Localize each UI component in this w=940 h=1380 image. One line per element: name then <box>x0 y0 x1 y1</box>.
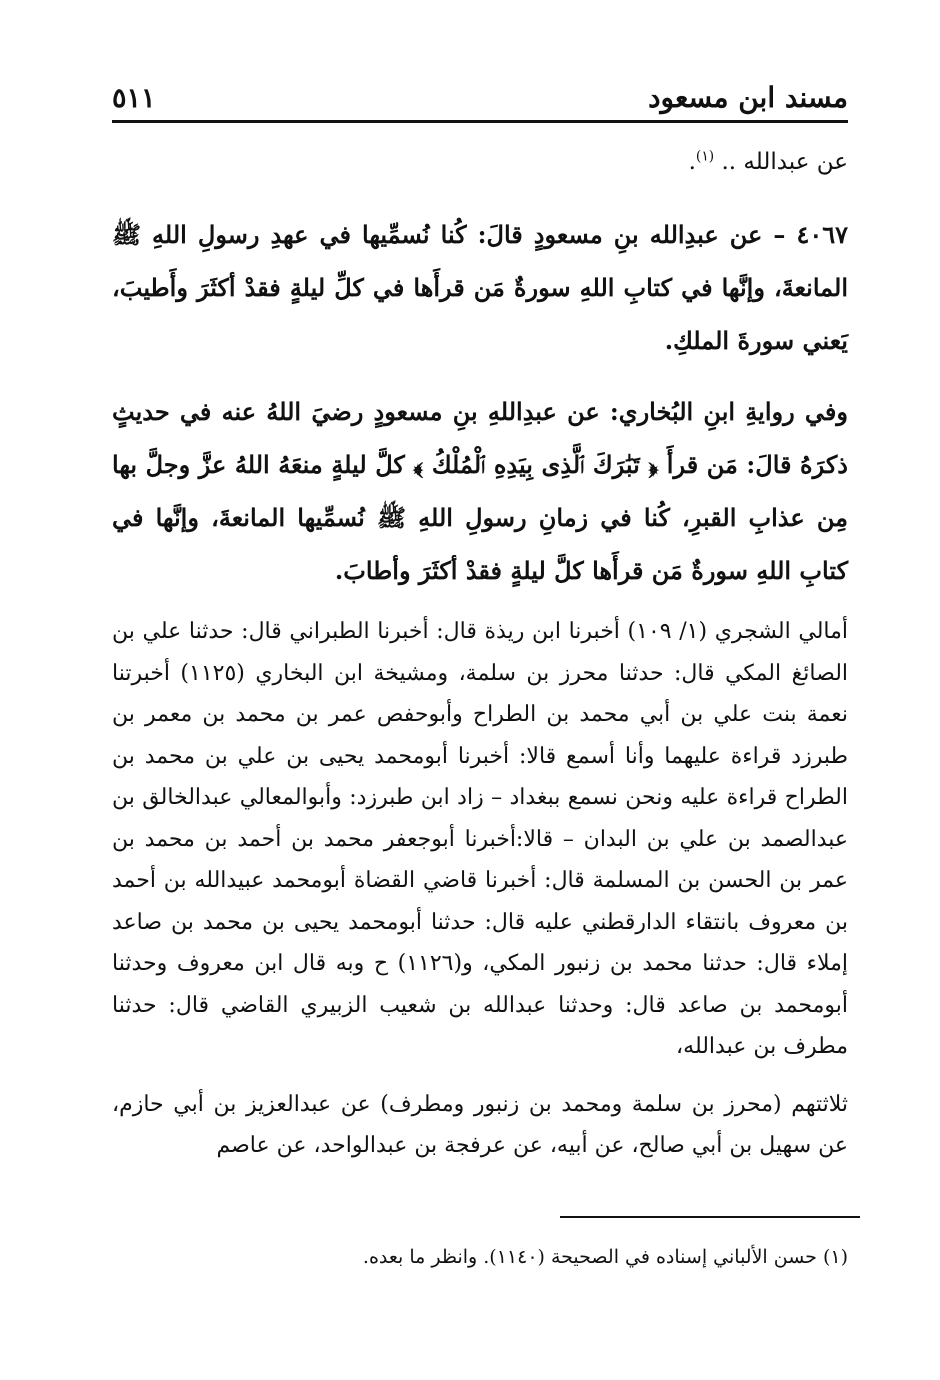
variant-paragraph: وفي روايةِ ابنِ البُخاري: عن عبدِاللهِ بنِ مسعودٍ رضيَ اللهُ عنه في حديثٍ ذكرَهُ قالَ: مَن قرأَ ﴿ تَبَٰرَكَ ٱلَّذِى بِيَدِهِ ٱلْمُلْكُ ﴾ كلَّ ليلةٍ منعَهُ اللهُ عزَّ وجلَّ بها مِن عذابِ القبرِ، كُنا في زمانِ رسولِ اللهِ ﷺ نُسمِّيها المانعةَ، وإنَّها في كتابِ اللهِ سورةٌ مَن قرأَها كلَّ ليلةٍ فقدْ أكثَرَ وأطابَ. <box>112 397 848 585</box>
footnote-ref: (١) <box>695 148 715 165</box>
isnad-paragraph: أمالي الشجري (١/ ١٠٩) أخبرنا ابن ريذة قال: أخبرنا الطبراني قال: حدثنا علي بن الصائغ المكي قال: حدثنا محرز بن سلمة، ومشيخة ابن البخاري (١١٢٥) أخبرتنا نعمة بنت علي بن أبي محمد بن الطراح وأبوحفص عمر بن محمد بن معمر بن طبرزد قراءة عليهما وأنا أسمع قالا: أخبرنا أبومحمد يحيى بن علي بن محمد بن الطراح قراءة عليه ونحن نسمع ببغداد – زاد ابن طبرزد: وأبوالمعالي عبدالخالق بن عبدالصمد بن علي بن البدان – قالا:أخبرنا أبوجعفر محمد بن أحمد بن محمد بن عمر بن الحسن بن المسلمة قال: أخبرنا قاضي القضاة أبومحمد عبيدالله بن أحمد بن معروف بانتقاء الدارقطني عليه قال: حدثنا أبومحمد يحيى بن محمد بن صاعد إملاء قال: حدثنا محمد بن زنبور المكي، و(١١٢٦) ح وبه قال ابن معروف وحدثنا أبومحمد بن صاعد قال: وحدثنا عبدالله بن شعيب الزبيري القاضي قال: حدثنا مطرف بن عبدالله، <box>112 619 849 1059</box>
isnad-continuation-paragraph: ثلاثتهم (محرز بن سلمة ومحمد بن زنبور ومطرف) عن عبدالعزيز بن أبي حازم، عن سهيل بن أبي صالح، عن أبيه، عن عرفجة بن عبدالواحد، عن عاصم <box>112 1091 848 1158</box>
intro-end: . <box>688 149 696 175</box>
page-number: ٥١١ <box>112 83 156 114</box>
header-rule <box>112 120 848 123</box>
footnote-rule <box>560 1216 860 1218</box>
running-title: مسند ابن مسعود <box>648 81 848 114</box>
footnote: (١) حسن الألباني إسناده في الصحيحة (١١٤٠). وانظر ما بعده. <box>362 1246 848 1268</box>
intro-line <box>112 140 848 184</box>
page-header <box>112 80 848 120</box>
hadith-paragraph: ٤٠٦٧ – عن عبدِالله بنِ مسعودٍ قالَ: كُنا نُسمِّيها في عهدِ رسولِ اللهِ ﷺ المانعةَ، وإنَّها في كتابِ اللهِ سورةٌ مَن قرأَها في كلِّ ليلةٍ فقدْ أكثَرَ وأَطيبَ، يَعني سورةَ الملكِ. <box>112 220 848 355</box>
intro-text: عن عبدالله .. <box>721 149 848 175</box>
page-body <box>112 140 848 1167</box>
